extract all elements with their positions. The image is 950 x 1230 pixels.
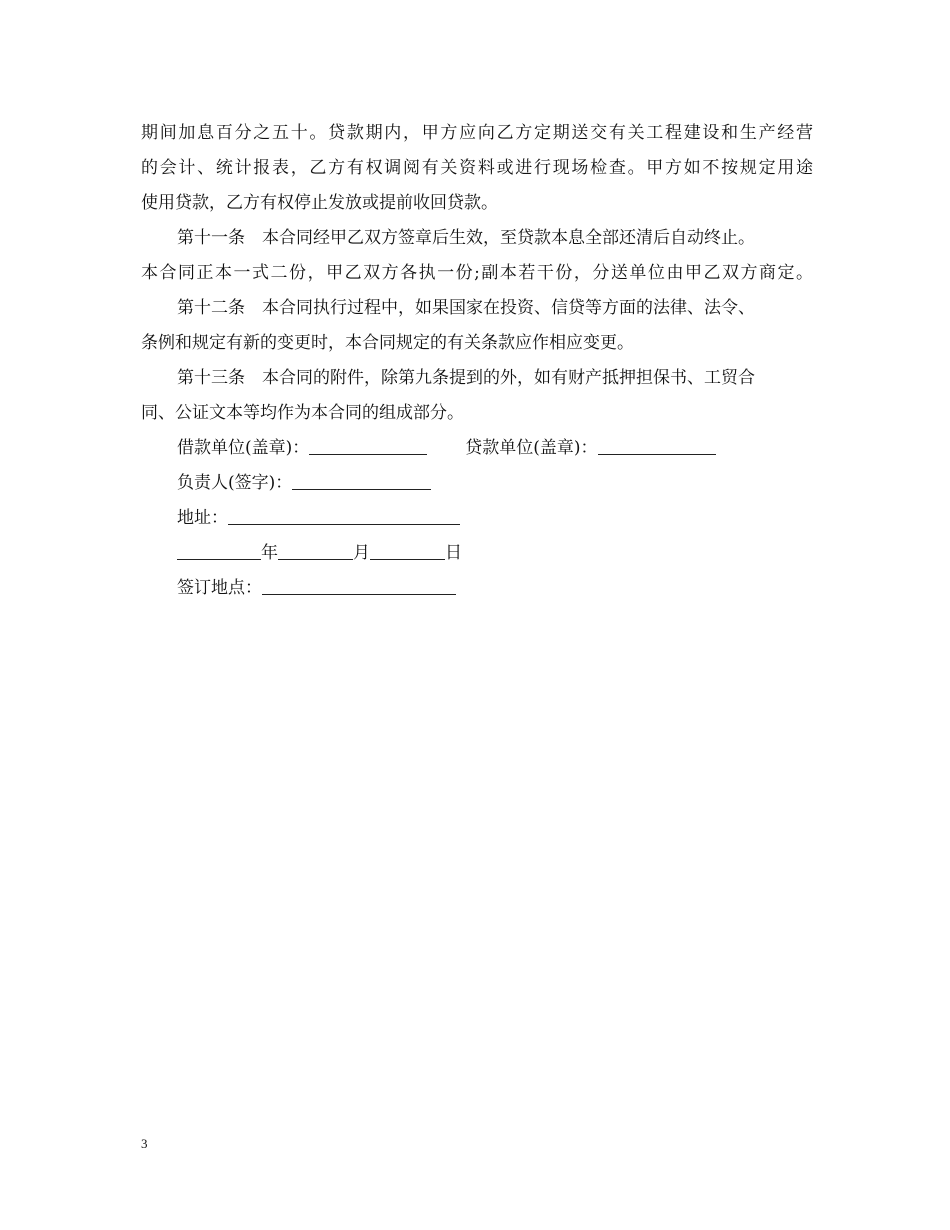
text-line: 本合同正本一式二份，甲乙双方各执一份;副本若干份，分送单位由甲乙双方商定。 bbox=[141, 263, 813, 283]
text-line: 的会计、统计报表，乙方有权调阅有关资料或进行现场检查。甲方如不按规定用途 bbox=[141, 158, 813, 178]
responsible-person-label: 负责人(签字)： bbox=[177, 473, 293, 493]
lender-seal-blank[interactable] bbox=[598, 434, 716, 455]
text-line: 期间加息百分之五十。贷款期内，甲方应向乙方定期送交有关工程建设和生产经营 bbox=[141, 123, 813, 143]
address-label: 地址： bbox=[177, 508, 228, 528]
text-line: 条例和规定有新的变更时，本合同规定的有关条款应作相应变更。 bbox=[141, 333, 634, 353]
day-blank[interactable] bbox=[370, 539, 445, 560]
year-blank[interactable] bbox=[177, 539, 261, 560]
signature-row-units bbox=[141, 431, 813, 466]
responsible-person-blank[interactable] bbox=[292, 469, 431, 490]
signing-place-label: 签订地点： bbox=[177, 578, 262, 598]
text-line: 第十三条 本合同的附件，除第九条提到的外，如有财产抵押担保书、工贸合 bbox=[177, 368, 755, 388]
article-12 bbox=[141, 291, 813, 361]
signature-row-address bbox=[141, 501, 813, 536]
address-blank[interactable] bbox=[228, 504, 460, 525]
text-line: 第十一条 本合同经甲乙双方签章后生效，至贷款本息全部还清后自动终止。 bbox=[177, 228, 755, 248]
article-11 bbox=[141, 221, 813, 291]
paragraph-interest-penalty bbox=[141, 116, 813, 221]
signature-row-place bbox=[141, 571, 813, 606]
contract-body bbox=[141, 116, 813, 606]
page-number: 3 bbox=[141, 1136, 148, 1151]
day-label: 日 bbox=[445, 543, 462, 563]
borrower-seal-blank[interactable] bbox=[309, 434, 427, 455]
article-13 bbox=[141, 361, 813, 431]
text-line: 使用贷款，乙方有权停止发放或提前收回贷款。 bbox=[141, 193, 498, 213]
month-label: 月 bbox=[353, 543, 370, 563]
borrower-seal-label: 借款单位(盖章)： bbox=[177, 438, 310, 458]
text-line: 第十二条 本合同执行过程中，如果国家在投资、信贷等方面的法律、法令、 bbox=[177, 298, 755, 318]
signature-row-responsible bbox=[141, 466, 813, 501]
year-label: 年 bbox=[261, 543, 278, 563]
month-blank[interactable] bbox=[278, 539, 353, 560]
signing-place-blank[interactable] bbox=[262, 574, 456, 595]
lender-seal-label: 贷款单位(盖章)： bbox=[465, 438, 598, 458]
text-line: 同、公证文本等均作为本合同的组成部分。 bbox=[141, 403, 464, 423]
signature-row-date bbox=[141, 536, 813, 571]
